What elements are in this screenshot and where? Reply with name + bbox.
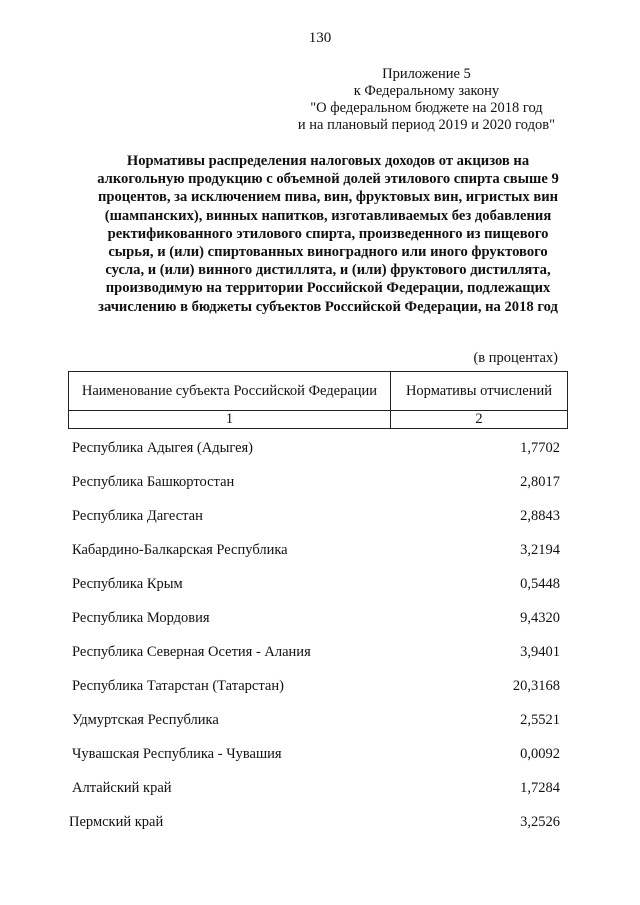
- table-row: [72, 573, 560, 595]
- table-row: [72, 709, 560, 731]
- title-line: алкогольную продукцию с объемной долей этилового спирта свыше 9: [97, 171, 559, 188]
- annex-reference: [298, 66, 555, 134]
- region-value: 0,5448: [520, 576, 560, 592]
- table-row: [69, 811, 560, 833]
- title-line: процентов, за исключением пива, вин, фруктовых вин, игристых вин: [97, 189, 559, 206]
- document-title: [62, 152, 594, 316]
- title-line: производимую на территории Российской Федерации, подлежащих: [105, 280, 551, 297]
- region-name: Пермский край: [69, 814, 164, 830]
- table-row: [72, 675, 560, 697]
- units-label: (в процентах): [473, 350, 558, 366]
- table-row: [72, 471, 560, 493]
- table-header: [68, 371, 568, 429]
- table-row: [72, 743, 560, 765]
- table-row: [72, 641, 560, 663]
- region-value: 9,4320: [520, 610, 560, 626]
- title-line: ректификованного этилового спирта, произведенного из пищевого: [107, 225, 549, 242]
- region-value: 3,9401: [520, 644, 560, 660]
- annex-line-3: "О федеральном бюджете на 2018 год: [310, 100, 543, 116]
- annex-line-1: Приложение 5: [382, 66, 471, 82]
- title-line: сусла, и (или) винного дистиллята, и (или) фруктового дистиллята,: [105, 262, 551, 279]
- title-line: Нормативы распределения налоговых доходов от акцизов на: [126, 153, 530, 169]
- table-row: [72, 607, 560, 629]
- region-value: 20,3168: [512, 678, 560, 694]
- region-value: 0,0092: [520, 746, 560, 762]
- table-row: [72, 777, 560, 799]
- region-value: 3,2194: [520, 542, 560, 558]
- table-row: [72, 505, 560, 527]
- region-name: Чувашская Республика - Чувашия: [72, 746, 282, 762]
- region-value: 3,2526: [520, 814, 560, 830]
- region-name: Удмуртская Республика: [72, 712, 219, 728]
- region-value: 1,7702: [520, 440, 560, 456]
- column-number-1: 1: [69, 411, 391, 429]
- region-name: Республика Дагестан: [72, 508, 203, 524]
- annex-line-4: и на плановый период 2019 и 2020 годов": [297, 117, 555, 133]
- region-value: 2,8017: [520, 474, 560, 490]
- column-header-name: Наименование субъекта Российской Федерации: [69, 372, 391, 411]
- title-line: (шампанских), винных напитков, изготавливаемых без добавления: [104, 207, 552, 224]
- title-line: сырья, и (или) спиртованных виноградного или иного фруктового: [108, 244, 548, 261]
- region-name: Республика Крым: [72, 576, 183, 592]
- region-name: Республика Адыгея (Адыгея): [72, 440, 254, 456]
- column-number-2: 2: [390, 411, 567, 429]
- region-name: Республика Татарстан (Татарстан): [72, 678, 284, 694]
- region-value: 1,7284: [520, 780, 560, 796]
- column-header-value: Нормативы отчислений: [390, 372, 567, 411]
- region-name: Кабардино-Балкарская Республика: [72, 542, 288, 558]
- region-name: Республика Северная Осетия - Алания: [72, 644, 311, 660]
- region-name: Республика Мордовия: [72, 610, 210, 626]
- region-value: 2,8843: [520, 508, 560, 524]
- region-value: 2,5521: [520, 712, 560, 728]
- table-row: [72, 539, 560, 561]
- title-line: зачислению в бюджеты субъектов Российской Федерации, на 2018 год: [98, 298, 558, 315]
- region-name: Республика Башкортостан: [72, 474, 235, 490]
- page-number: 130: [308, 30, 332, 46]
- table-row: [72, 437, 560, 459]
- annex-line-2: к Федеральному закону: [353, 83, 500, 99]
- region-name: Алтайский край: [72, 780, 172, 796]
